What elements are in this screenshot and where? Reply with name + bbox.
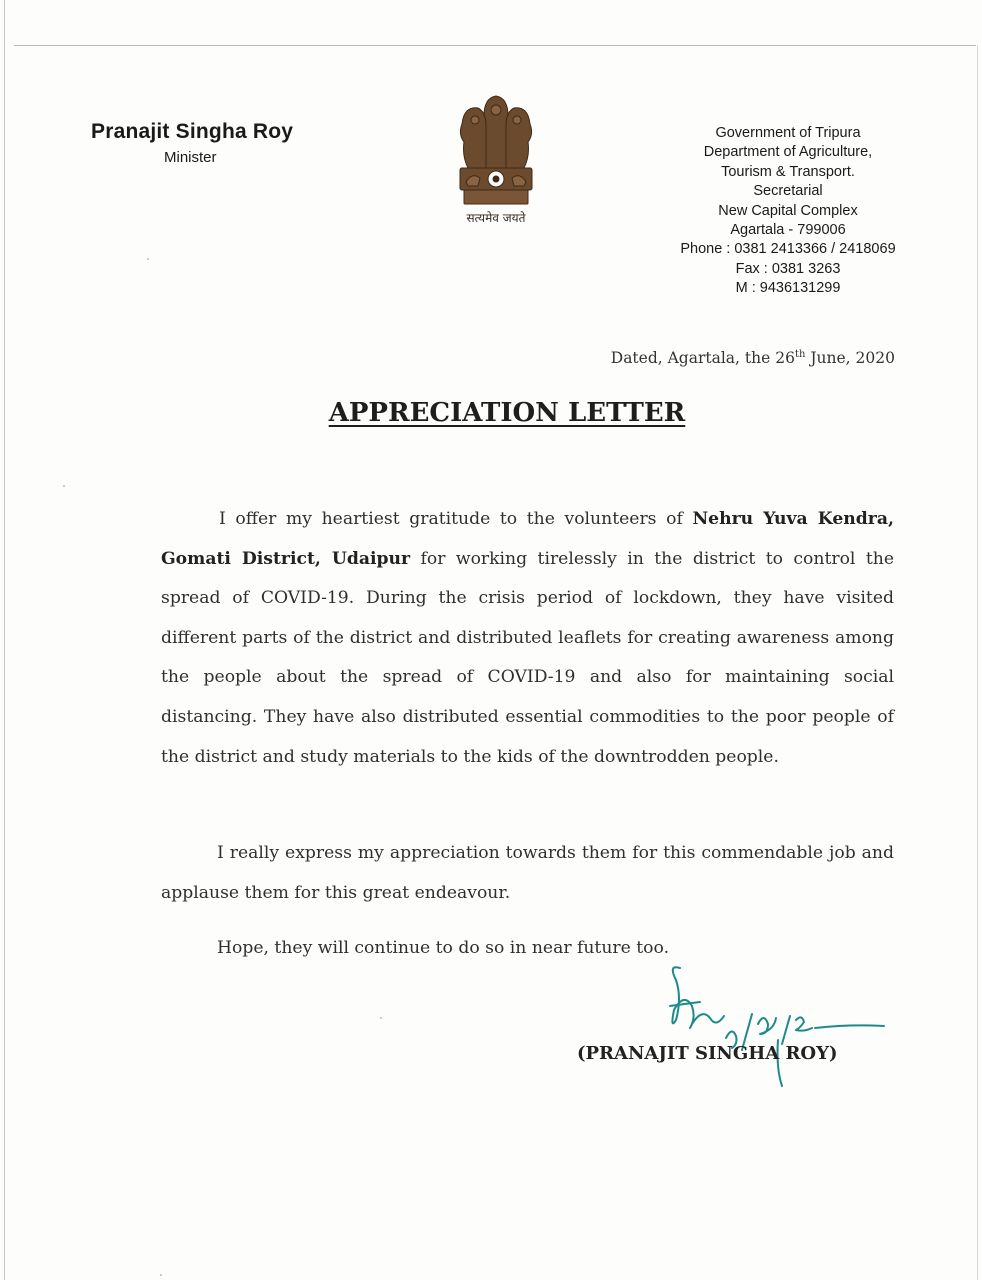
scan-right-edge xyxy=(977,45,978,1280)
scan-speck xyxy=(147,258,149,260)
address-line: Tourism & Transport. xyxy=(721,163,855,180)
date-rest: June, 2020 xyxy=(805,349,895,368)
body-paragraph-2: I really express my appreciation towards them for this commendable job and applause them for this great endeavour. xyxy=(161,843,894,903)
p1-end: for working tirelessly in the district to control the spread of COVID-19. During the crisis period of lockdown, they have visited different parts of the district and distributed leaflets for creating awareness among the people about the spread of COVID-19 and also for maintaining social distancing. They have also distributed essential commodities to the poor people of the district and study materials to the kids of the downtrodden people. xyxy=(161,548,894,767)
address-line: Agartala - 799006 xyxy=(730,222,846,239)
scan-speck xyxy=(160,1274,162,1276)
emblem-motto: सत्यमेव जयते xyxy=(466,211,526,225)
scan-left-edge xyxy=(4,0,5,1280)
header-top-rule xyxy=(14,45,976,46)
mobile-line: M : 9436131299 xyxy=(735,280,841,297)
minister-name: Pranajit Singha Roy xyxy=(91,120,294,143)
body-paragraph-3: Hope, they will continue to do so in near future too. xyxy=(217,938,670,958)
letter-title-text: APPRECIATION LETTER xyxy=(328,398,686,428)
organisation-name: Nehru Yuva Kendra, Gomati District, Udaipur xyxy=(161,509,894,569)
letter-date xyxy=(560,349,895,367)
fax-line: Fax : 0381 3263 xyxy=(735,260,841,277)
phone-line: Phone : 0381 2413366 / 2418069 xyxy=(680,241,896,258)
scan-speck xyxy=(63,485,65,487)
signatory-name: (PRANAJIT SINGHA ROY) xyxy=(577,1043,838,1064)
date-ordinal: th xyxy=(794,349,806,360)
address-line: Government of Tripura xyxy=(715,125,861,141)
address-line: Department of Agriculture, xyxy=(703,144,873,161)
scan-speck xyxy=(380,1017,382,1019)
handwritten-signature xyxy=(640,958,890,1108)
address-line: New Capital Complex xyxy=(718,202,858,219)
address-line: Secretarial xyxy=(753,183,823,200)
body-paragraph-1 xyxy=(161,500,894,777)
p1-start: I offer my heartiest gratitude to the volunteers of xyxy=(219,509,693,529)
date-prefix: Dated, Agartala, the 26 xyxy=(610,349,795,368)
minister-title: Minister xyxy=(164,149,217,166)
letter-title xyxy=(0,398,982,428)
address-block xyxy=(640,124,936,299)
